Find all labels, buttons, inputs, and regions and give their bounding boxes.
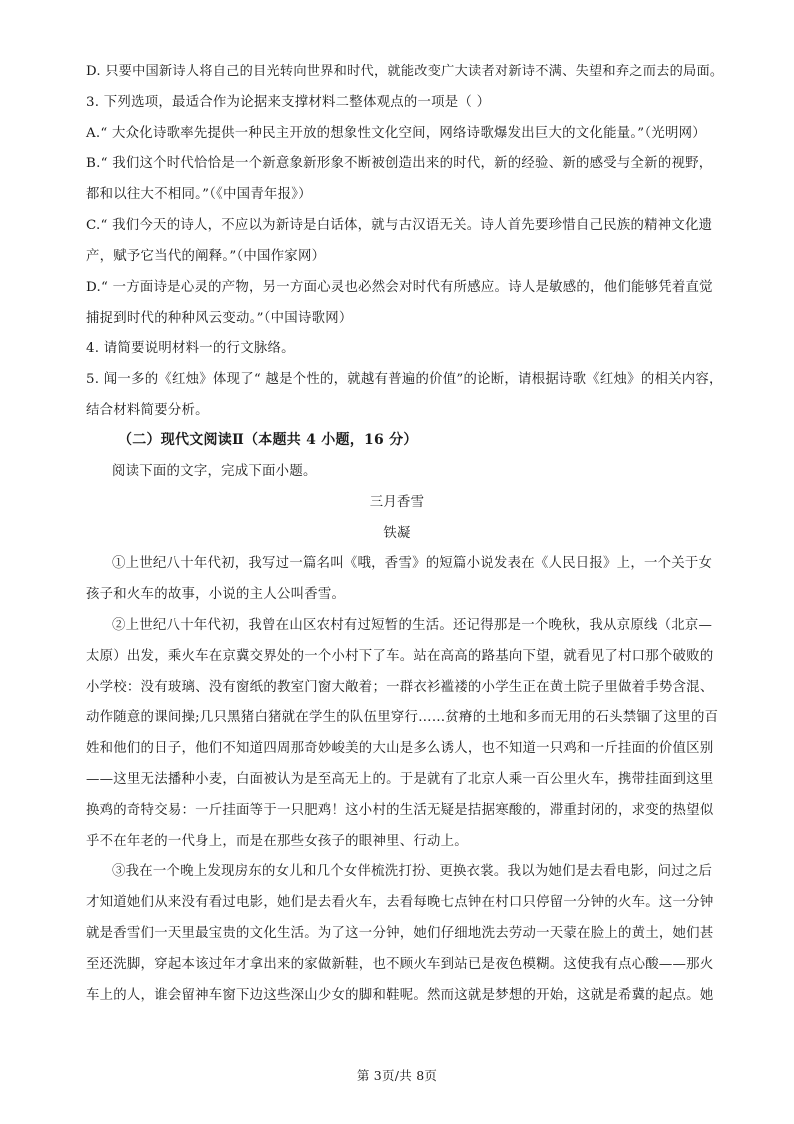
paragraph-2-line3: 小学校：没有玻璃、没有窗纸的教室门窗大敞着；一群衣衫褴褛的小学生正在黄土院子里做着手势含混、 [86,680,714,695]
section-heading: （二）现代文阅读Ⅱ（本题共 4 小题，16 分） [118,432,418,448]
option-b-line2: 都和以往大不相同。”（《中国青年报》） [86,187,312,202]
option-a: A.“ 大众化诗歌率先提供一种民主开放的想象性文化空间，网络诗歌爆发出巨大的文化能量。”（光明网） [86,126,706,141]
question-4: 4. 请简要说明材料一的行文脉络。 [86,341,295,356]
option-c-line2: 产，赋予它当代的阐释。”（中国作家网） [86,249,326,264]
paragraph-3-line2: 才知道她们从来没有看过电影，她们是去看火车，去看每晚七点钟在村口只停留一分钟的火车。这一分钟 [86,895,714,910]
paragraph-2-line5: 姓和他们的日子，他们不知道四周那奇妙峻美的大山是多么诱人，也不知道一只鸡和一斤挂面的价值区别 [86,741,714,756]
paragraph-2-line7: 换鸡的奇特交易：一斤挂面等于一只肥鸡！这小村的生活无疑是拮据寒酸的，滞重封闭的，求变的热望似 [86,803,714,818]
paragraph-3-line3: 就是香雪们一天里最宝贵的文化生活。为了这一分钟，她们仔细地洗去劳动一天蒙在脸上的黄土，她们甚 [86,926,714,941]
option-d-question2: D. 只要中国新诗人将自己的目光转向世界和时代，就能改变广大读者对新诗不满、失望和弃之而去的局面。 [86,64,724,79]
paragraph-3-line1: ③我在一个晚上发现房东的女儿和几个女伴梳洗打扮、更换衣裳。我以为她们是去看电影，问过之后 [112,864,713,879]
paragraph-3-line4: 至还洗脚，穿起本该过年才拿出来的家做新鞋，也不顾火车到站已是夜色模糊。这使我有点心酸——那火 [86,957,714,972]
option-d-line1: D.“ 一方面诗是心灵的产物，另一方面心灵也必然会对时代有所感应。诗人是敏感的，他们能够凭着直觉 [86,280,713,295]
paragraph-2-line8: 乎不在年老的一代身上，而是在那些女孩子的眼神里、行动上。 [86,834,468,849]
option-b-line1: B.“ 我们这个时代恰恰是一个新意象新形象不断被创造出来的时代，新的经验、新的感受与全新的视野， [86,156,713,171]
paragraph-2-line6: ——这里无法播种小麦，白面被认为是至高无上的。于是就有了北京人乘一百公里火车，携带挂面到这里 [86,772,714,787]
question-5-line1: 5. 闻一多的《红烛》体现了“ 越是个性的，就越有普遍的价值”的论断，请根据诗歌《红烛》的相关内容， [86,372,723,387]
option-d-line2: 捕捉到时代的种种风云变动。”（中国诗歌网） [86,311,353,326]
paragraph-3-line5: 车上的人，谁会留神车窗下边这些深山少女的脚和鞋呢。然而这就是梦想的开始，这就是希冀的起点。她 [86,988,714,1003]
instructions: 阅读下面的文字，完成下面小题。 [112,464,317,479]
page-footer: 第 3页/共 8页 [356,1068,438,1083]
paragraph-2-line2: 太原）出发，乘火车在京冀交界处的一个小村下了车。站在高高的路基向下望，就看见了村口那个破败的 [86,649,714,664]
question-3: 3. 下列选项，最适合作为论据来支撑材料二整体观点的一项是（ ） [86,95,491,110]
paragraph-2-line1: ②上世纪八十年代初，我曾在山区农村有过短暂的生活。还记得那是一个晚秋，我从京原线（北京— [112,618,713,633]
question-5-line2: 结合材料简要分析。 [86,403,209,418]
article-author: 铁凝 [383,526,411,541]
paragraph-1-line2: 孩子和火车的故事，小说的主人公叫香雪。 [86,587,346,602]
paragraph-1-line1: ①上世纪八十年代初，我写过一篇名叫《哦，香雪》的短篇小说发表在《人民日报》上，一个关于女 [112,556,713,571]
article-title: 三月香雪 [369,495,425,510]
option-c-line1: C.“ 我们今天的诗人，不应以为新诗是白话体，就与古汉语无关。诗人首先要珍惜自己民族的精神文化遗 [86,218,713,233]
paragraph-2-line4: 动作随意的课间操;几只黑猪白猪就在学生的队伍里穿行……贫瘠的土地和多而无用的石头禁锢了这里的百 [86,710,719,725]
